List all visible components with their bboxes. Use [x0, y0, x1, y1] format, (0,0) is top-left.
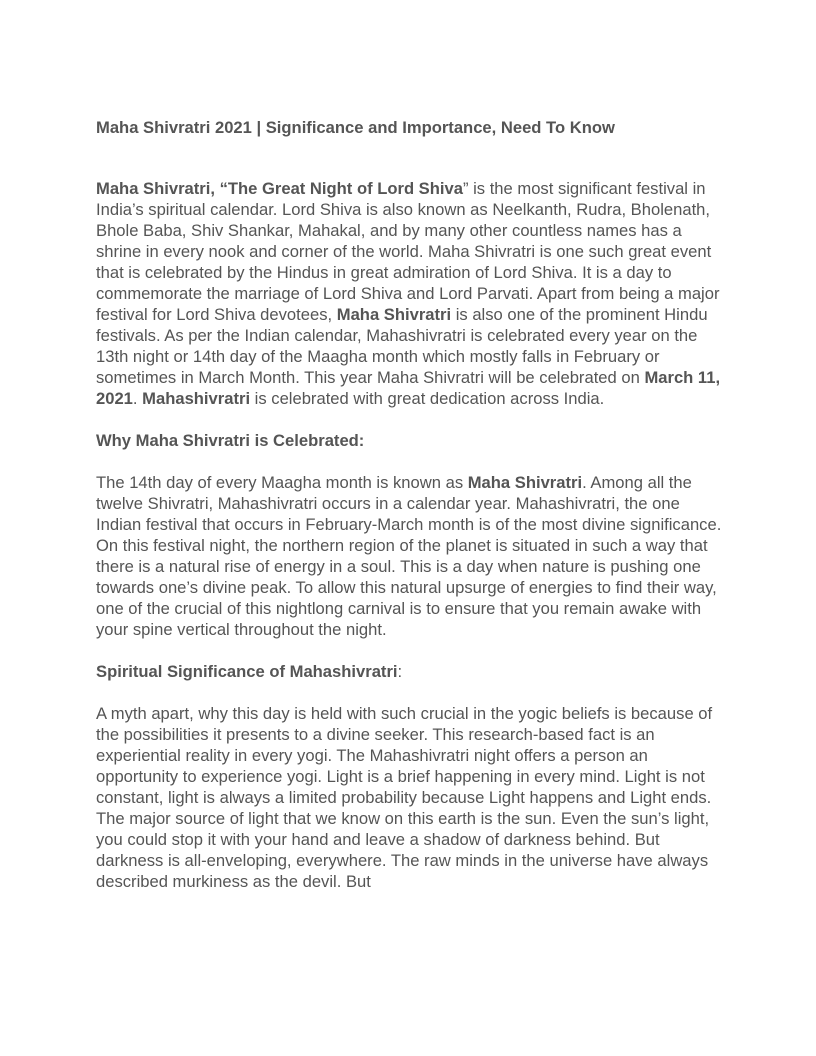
intro-bold-mahashivratri: Mahashivratri — [142, 389, 251, 408]
document-body — [96, 116, 724, 892]
section-heading-spiritual — [96, 661, 724, 682]
why-text-2: . Among all the twelve Shivratri, Mahashivratri occurs in a calendar year. Mahashivratri, the one Indian festival that occurs in February-March month is of the most divine significance. On this festival night, the northern region of the planet is situated in such a way that there is a natural rise of energy in a soul. This is a day when nature is pushing one towards one’s divine peak. To allow this natural upsurge of energies to find their way, one of the crucial of this nightlong carnival is to ensure that you remain awake with your spine vertical throughout the night. — [96, 473, 722, 639]
spiritual-heading-colon: : — [397, 662, 403, 681]
intro-text-3: . — [132, 389, 143, 408]
intro-text-4: is celebrated with great dedication across India. — [250, 389, 605, 408]
section-heading-why: Why Maha Shivratri is Celebrated: — [96, 431, 365, 450]
spacer — [96, 140, 724, 178]
spacer — [96, 451, 724, 472]
why-paragraph — [96, 472, 724, 640]
intro-text-2: is also one of the prominent Hindu festivals. As per the Indian calendar, Mahashivratri is celebrated every year on the 13th night or 14th day of the Maagha month which mostly falls in February or sometimes in March Month. This year Maha Shivratri will be celebrated on — [96, 305, 708, 387]
intro-bold-maha-shivratri: Maha Shivratri — [336, 305, 452, 324]
why-text-1: The 14th day of every Maagha month is known as — [96, 473, 468, 492]
intro-paragraph — [96, 178, 724, 409]
page-title: Maha Shivratri 2021 | Significance and Importance, Need To Know — [96, 118, 615, 137]
intro-lead-text: ” is the most significant festival in India’s spiritual calendar. Lord Shiva is also known as Neelkanth, Rudra, Bholenath, Bhole Baba, Shiv Shankar, Mahakal, and by many other countless names has a shrine in every nook and corner of the world. Maha Shivratri is one such great event that is celebrated by the Hindus in great admiration of Lord Shiva. It is a day to commemorate the marriage of Lord Shiva and Lord Parvati. Apart from being a major festival for Lord Shiva devotees, — [96, 179, 720, 324]
spacer — [96, 682, 724, 703]
spacer — [96, 409, 724, 430]
intro-lead-bold: Maha Shivratri, “The Great Night of Lord Shiva — [96, 179, 463, 198]
spiritual-heading-text: Spiritual Significance of Mahashivratri — [96, 662, 398, 681]
spacer — [96, 640, 724, 661]
why-bold-maha-shivratri: Maha Shivratri — [467, 473, 583, 492]
spiritual-paragraph: A myth apart, why this day is held with such crucial in the yogic beliefs is because of the possibilities it presents to a divine seeker. This research-based fact is an experiential reality in every yogi. The Mahashivratri night offers a person an opportunity to experience yogi. Light is a brief happening in every mind. Light is not constant, light is always a limited probability because Light happens and Light ends. The major source of light that we know on this earth is the sun. Even the sun’s light, you could stop it with your hand and leave a shadow of darkness behind. But darkness is all-enveloping, everywhere. The raw minds in the universe have always described murkiness as the devil. But — [96, 704, 713, 891]
intro-bold-date: March 11, 2021 — [96, 368, 721, 408]
